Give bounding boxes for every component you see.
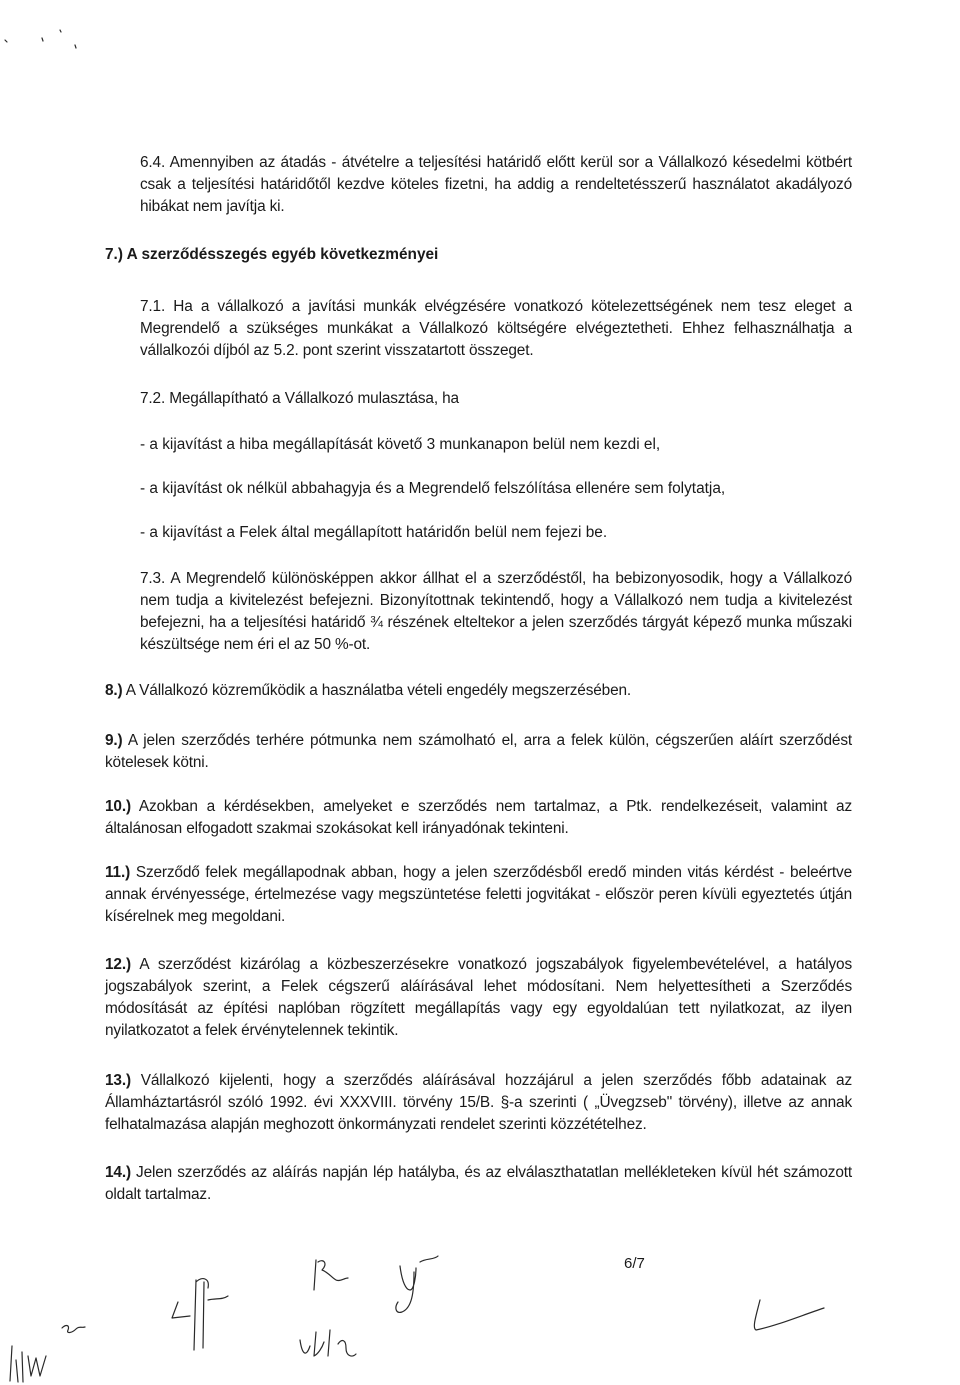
paragraph-number: 13.) (105, 1072, 131, 1089)
paragraph-text: A jelen szerződés terhére pótmunka nem számolható el, arra a felek külön, cégszerűen aláírt szerződést kötelesek kötni. (105, 732, 852, 771)
paragraph-number: 12.) (105, 956, 131, 973)
paragraph-number: 8.) (105, 682, 123, 699)
paragraph-number: 14.) (105, 1164, 131, 1181)
page-number: 6/7 (624, 1255, 645, 1272)
section-heading-7: 7.) A szerződésszegés egyéb következményei (105, 246, 439, 263)
paragraph-7-2: 7.2. Megállapítható a Vállalkozó mulasztása, ha (140, 390, 459, 407)
scan-specks (5, 30, 76, 48)
list-item-7-2-a: - a kijavítást a hiba megállapítását követő 3 munkanapon belül nem kezdi el, (140, 436, 661, 453)
list-item-7-2-b: - a kijavítást ok nélkül abbahagyja és a Megrendelő felszólítása ellenére sem folytatja, (140, 480, 726, 497)
signature-left-upper (62, 1326, 85, 1333)
signature-left-lower (10, 1346, 46, 1382)
signature-right (754, 1300, 824, 1330)
paragraph-number: 10.) (105, 798, 131, 815)
list-item-7-2-c: - a kijavítást a Felek által megállapított határidőn belül nem fejezi be. (140, 524, 608, 541)
signature-center-lower (300, 1330, 356, 1356)
paragraph-text: Jelen szerződés az aláírás napján lép hatályba, és az elválaszthatatlan mellékleteken kívül hét számozott oldalt tartalmaz. (105, 1164, 852, 1203)
signature-center-left (172, 1279, 228, 1350)
paragraph-text: A szerződést kizárólag a közbeszerzésekre vonatkozó jogszabályok figyelembevételével, a hatályos jogszabályok szerint, a Felek cégszerű aláírásával lehet módosítani. Nem helyettesítheti a Szerződés módosítását az építési naplóban rögzített megállapítás vagy egy egyoldalúan tett nyilatkozat, az ilyen nyilatkozatot a felek érvénytelennek tekintik. (105, 956, 852, 1039)
paragraph-text: Szerződő felek megállapodnak abban, hogy a jelen szerződésből eredő minden vitás kérdést - beleértve annak érvényessége, értelmezése vagy megszüntetése feletti jogvitákat - először peren kívüli egyeztetés útján kísérelnek meg megoldani. (105, 864, 852, 925)
signature-center-right (396, 1256, 438, 1312)
paragraph-text: Vállalkozó kijelenti, hogy a szerződés aláírásával hozzájárul a jelen szerződés főbb adatainak az Államháztartásról szóló 1992. évi XXXVIII. törvény 15/B. §-a szerinti ( „Üvegzseb" törvény), illetve az annak felhatalmazása alapján meghozott önkormányzati rendelet szerinti közzétételhez. (105, 1072, 852, 1133)
paragraph-text: Azokban a kérdésekben, amelyeket e szerződés nem tartalmaz, a Ptk. rendelkezéseit, valamint az általánosan elfogadott szakmai szokásokat kell irányadónak tekinteni. (105, 798, 852, 837)
paragraph-7-1: 7.1. Ha a vállalkozó a javítási munkák elvégzésére vonatkozó kötelezettségének nem tesz eleget a Megrendelő a szükséges munkákat a Vállalkozó költségére elvégeztetheti. Ehhez felhasználhatja a vállalkozói díjból az 5.2. pont szerint visszatartott összeget. (140, 298, 852, 359)
paragraph-text: A Vállalkozó közreműködik a használatba vételi engedély megszerzésében. (122, 682, 632, 699)
signature-center (314, 1260, 348, 1290)
paragraph-number: 9.) (105, 732, 123, 749)
paragraph-6-4: 6.4. Amennyiben az átadás - átvételre a teljesítési határidő előtt kerül sor a Vállalkozó késedelmi kötbért csak a teljesítési határidőtől kezdve köteles fizetni, ha addig a rendeltetésszerű használatot akadályozó hibákat nem javítja ki. (140, 154, 852, 215)
paragraph-number: 11.) (105, 864, 131, 881)
paragraph-7-3: 7.3. A Megrendelő különösképpen akkor állhat el a szerződéstől, ha bebizonyosodik, hogy a Vállalkozó nem tudja a kivitelezést befejezni. Bizonyítottnak tekintendő, hogy a Vállalkozó nem tudja a kivitelezést befejezni, ha a teljesítési határidő ¾ részének elteltekor a jelen szerződés tárgyát képező munka műszaki készültsége nem éri el az 50 %-ot. (140, 570, 852, 653)
